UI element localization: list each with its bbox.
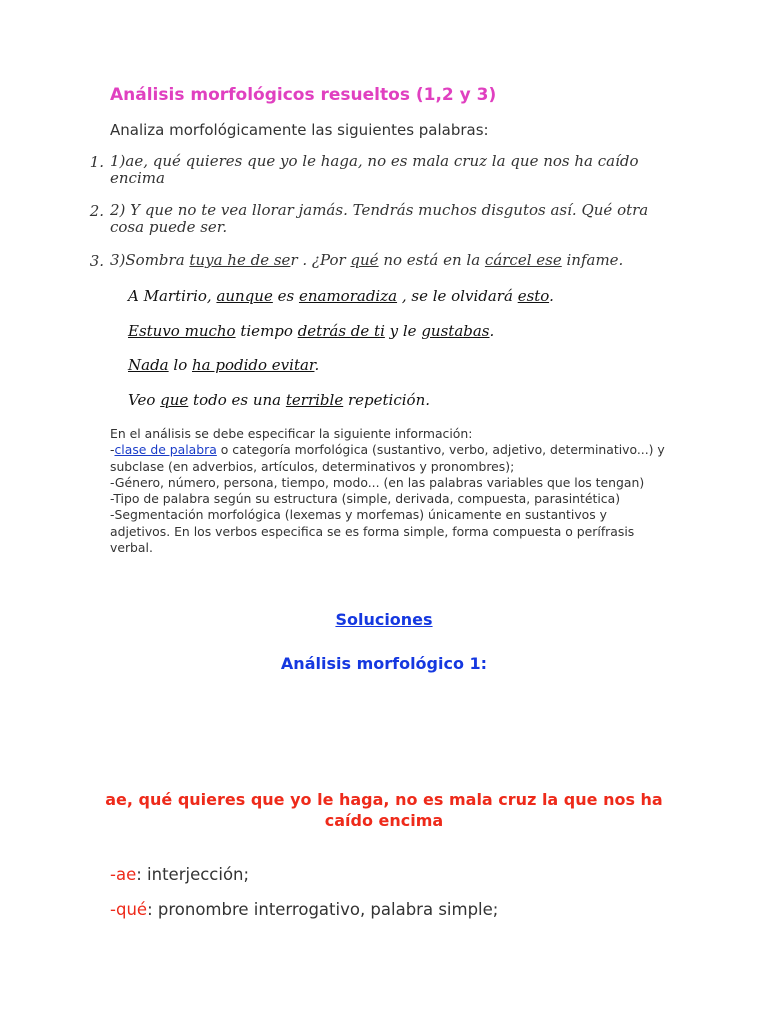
sentence-4: Veo que todo es una terrible repetición. [128,391,430,409]
solutions-link[interactable]: Soluciones [335,610,433,629]
intro-text: Analiza morfológicamente las siguientes palabras: [110,121,489,139]
red-sentence: ae, qué quieres que yo le haga, no es mala cruz la que nos ha caído encima [105,790,663,830]
answer-item: -qué: pronombre interrogativo, palabra simple; [110,900,499,919]
page-title: Análisis morfológicos resueltos (1,2 y 3) [110,85,497,105]
instructions-heading: En el análisis se debe especificar la siguiente información: [110,426,473,441]
word-class-link[interactable]: clase de palabra [114,442,217,458]
analysis-heading: Análisis morfológico 1: [280,654,488,673]
instructions-line: -Tipo de palabra según su estructura (simple, derivada, compuesta, parasintética) [110,491,621,507]
sentence-1: A Martirio, aunque es enamoradiza , se le olvidará esto. [128,287,554,305]
instructions-line: -Género, número, persona, tiempo, modo... (en las palabras variables que los tengan) [110,474,645,490]
instructions-line: -clase de palabra o categoría morfológica (sustantivo, verbo, adjetivo, determinativo...) y subclase (en adverbios, artículos, determinativos y pronombres); [110,442,665,474]
question-number: 2. [89,202,104,220]
instructions-line: -Segmentación morfológica (lexemas y morfemas) únicamente en sustantivos y adjetivos. En los verbos especifica se es forma simple, forma compuesta o perífrasis verbal. [110,507,635,556]
sentence-2: Estuvo mucho tiempo detrás de ti y le gustabas. [128,322,495,340]
question-text: 2) Y que no te vea llorar jamás. Tendrás muchos disgutos así. Qué otra cosa puede ser. [110,201,649,236]
sentence-3: Nada lo ha podido evitar. [128,356,320,374]
question-number: 1. [89,153,104,171]
answer-item: -ae: interjección; [110,865,250,884]
question-number: 3. [89,252,104,270]
instructions-block [110,426,670,556]
question-text: 1)ae, qué quieres que yo le haga, no es mala cruz la que nos ha caído encima [110,152,639,187]
question-text: 3)Sombra tuya he de ser . ¿Por qué no está en la cárcel ese infame. [110,251,624,269]
